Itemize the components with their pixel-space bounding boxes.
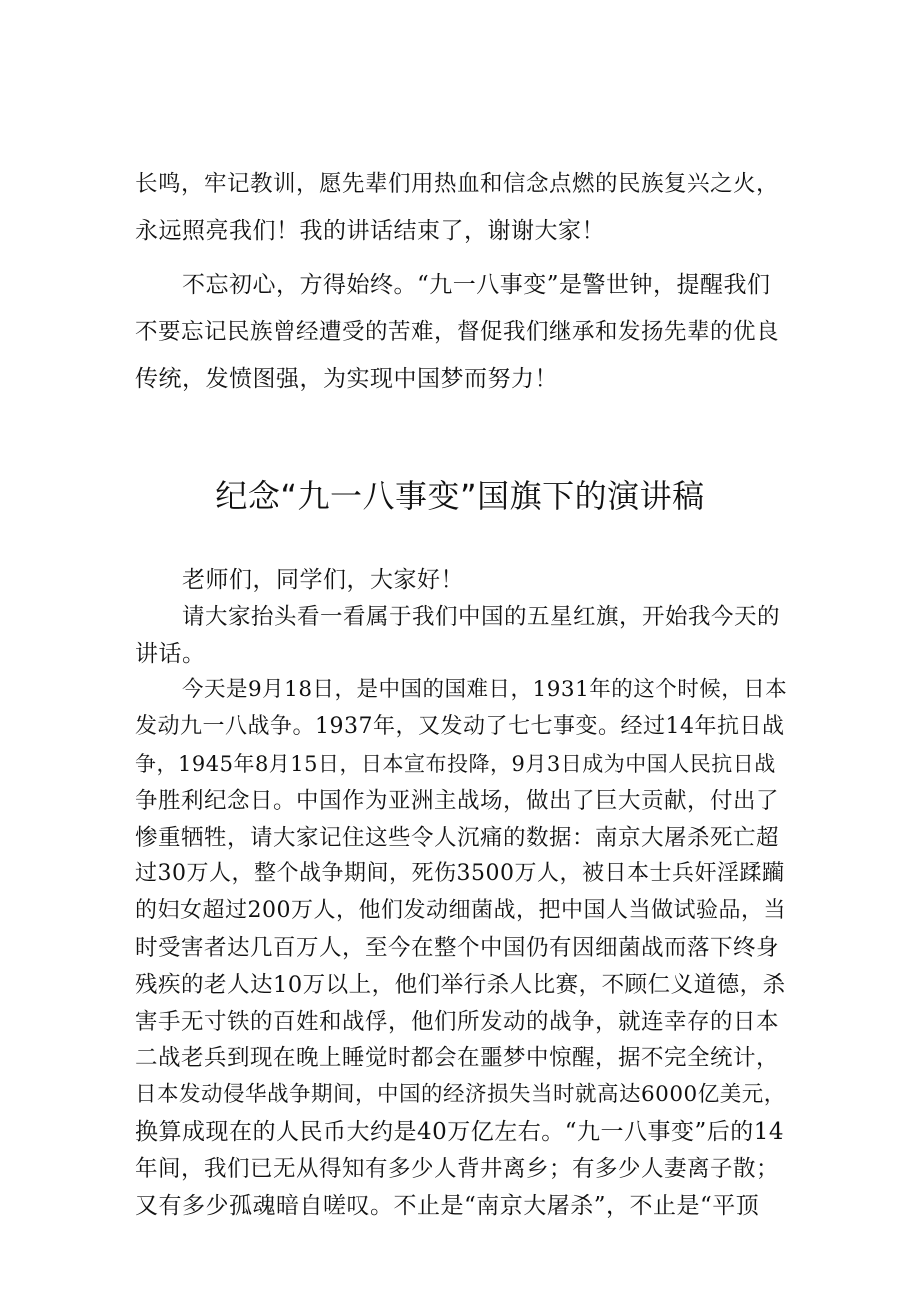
text-line: 请大家抬头看一看属于我们中国的五星红旗，开始我今天的 bbox=[182, 603, 781, 630]
text-line: 年间，我们已无从得知有多少人背井离乡；有多少人妻离子散； bbox=[135, 1155, 780, 1182]
text-line: 不忘初心，方得始终。“九一八事变”是警世钟，提醒我们 bbox=[182, 272, 771, 298]
text-line: 争胜利纪念日。中国作为亚洲主战场，做出了巨大贡献，付出了 bbox=[135, 787, 780, 814]
text-line: 二战老兵到现在晚上睡觉时都会在噩梦中惊醒，据不完全统计， bbox=[135, 1045, 780, 1072]
text-line: 长鸣，牢记教训，愿先辈们用热血和信念点燃的民族复兴之火， bbox=[135, 171, 780, 197]
closing-paragraph bbox=[135, 262, 790, 403]
text-line: 换算成现在的人民币大约是40万亿左右。“九一八事变”后的14 bbox=[135, 1118, 785, 1145]
text-line: 残疾的老人达10万以上，他们举行杀人比赛，不顾仁义道德，杀 bbox=[135, 971, 786, 998]
text-line: 争，1945年8月15日，日本宣布投降，9月3日成为中国人民抗日战 bbox=[135, 751, 776, 776]
text-line: 永远照亮我们！我的讲话结束了，谢谢大家！ bbox=[135, 218, 605, 244]
greeting: 老师们，同学们，大家好！ bbox=[182, 567, 464, 593]
text-line: 日本发动侵华战争期间，中国的经济损失当时就高达6000亿美元， bbox=[135, 1082, 786, 1108]
text-line: 时受害者达几百万人，至今在整个中国仍有因细菌战而落下终身 bbox=[135, 934, 780, 961]
text-line: 过30万人，整个战争期间，死伤3500万人，被日本士兵奸淫蹂躏 bbox=[135, 861, 785, 887]
text-line: 发动九一八战争。1937年，又发动了七七事变。经过14年抗日战 bbox=[135, 714, 785, 740]
text-line: 惨重牺牲，请大家记住这些令人沉痛的数据：南京大屠杀死亡超 bbox=[135, 824, 780, 851]
speech-title: 纪念“九一八事变”国旗下的演讲稿 bbox=[215, 477, 705, 515]
speech-body bbox=[135, 562, 790, 1224]
text-line: 不要忘记民族曾经遭受的苦难，督促我们继承和发扬先辈的优良 bbox=[135, 319, 780, 345]
text-line: 又有多少孤魂暗自嗟叹。不止是“南京大屠杀”，不止是“平顶 bbox=[135, 1192, 760, 1219]
text-line: 害手无寸铁的百姓和战俘，他们所发动的战争，就连幸存的日本 bbox=[135, 1008, 780, 1035]
text-line: 传统，发愤图强，为实现中国梦而努力！ bbox=[135, 366, 558, 392]
text-line: 的妇女超过200万人，他们发动细菌战，把中国人当做试验品，当 bbox=[135, 898, 786, 924]
previous-speech-ending bbox=[135, 161, 790, 255]
text-line: 今天是9月18日，是中国的国难日，1931年的这个时候，日本 bbox=[182, 677, 788, 703]
text-line: 讲话。 bbox=[135, 640, 206, 667]
